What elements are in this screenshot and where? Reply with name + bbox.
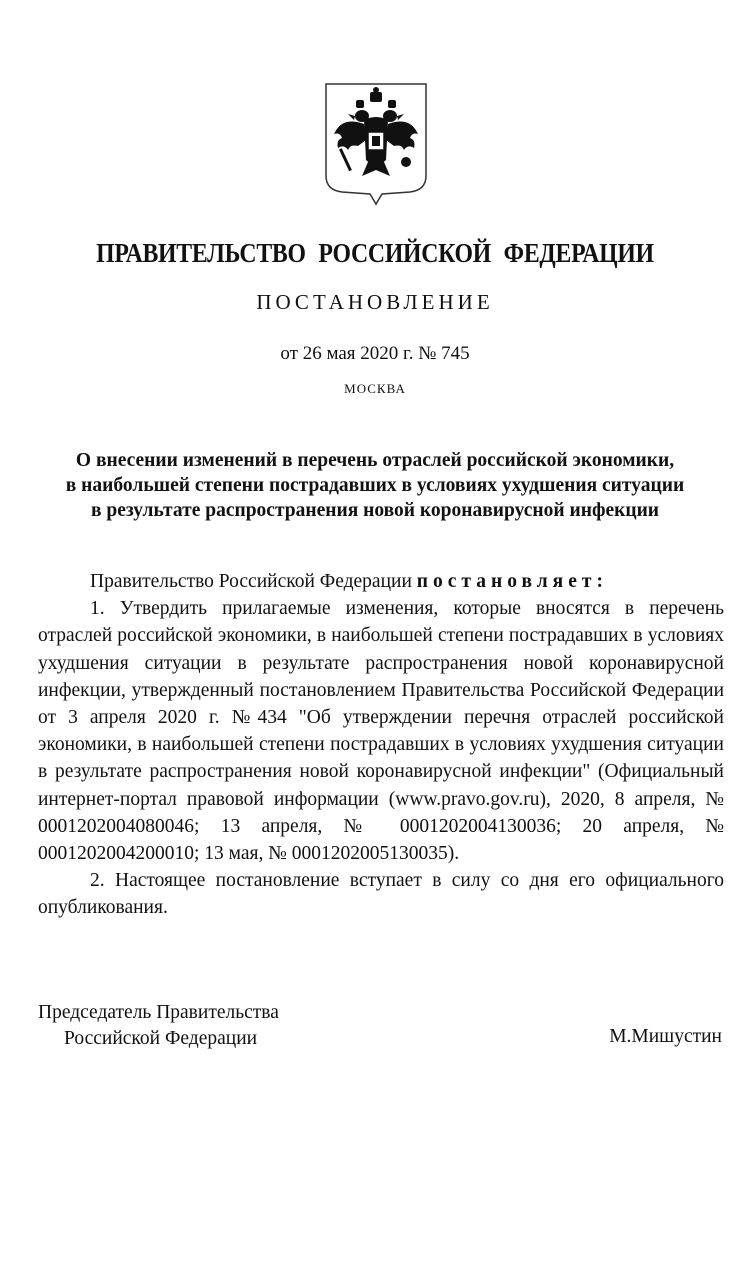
position-line-2: Российской Федерации	[64, 1028, 258, 1049]
document-city: МОСКВА	[344, 381, 406, 396]
signatory-position	[38, 1000, 279, 1052]
document-type: ПОСТАНОВЛЕНИЕ	[256, 290, 494, 314]
document-title	[20, 448, 730, 523]
clause-2: 2. Настоящее постановление вступает в силу со дня его официального опубликования.	[38, 870, 724, 919]
preamble	[38, 568, 724, 595]
document-date-number: от 26 мая 2020 г. № 745	[280, 343, 470, 364]
signatory-name: М.Мишустин	[609, 1026, 722, 1047]
preamble-text: Правительство Российской Федерации	[90, 571, 417, 592]
position-line-1: Председатель Правительства	[38, 1002, 279, 1023]
title-line: в результате распространения новой коронавирусной инфекции	[90, 500, 660, 521]
title-line: О внесении изменений в перечень отраслей российской экономики,	[75, 450, 675, 471]
title-line: в наибольшей степени пострадавших в условиях ухудшения ситуации	[65, 475, 685, 496]
document-body	[38, 568, 724, 922]
government-name: ПРАВИТЕЛЬСТВО РОССИЙСКОЙ ФЕДЕРАЦИИ	[96, 238, 654, 268]
russian-coat-of-arms-icon	[322, 80, 430, 210]
preamble-emphasis: постановляет:	[416, 571, 608, 592]
clause-1: 1. Утвердить прилагаемые изменения, которые вносятся в перечень отраслей российской экономики, в наибольшей степени пострадавших в условиях ухудшения ситуации в результате распространения новой коронавирусной инфекции, утвержденный постановлением Правительства Российской Федерации от 3 апреля 2020 г. №434 "Об утверждении перечня отраслей российской экономики, в наибольшей степени пострадавших в условиях ухудшения ситуации в результате распространения новой коронавирусной инфекции" (Официальный интернет-портал правовой информации (www.pravo.gov.ru), 2020, 8 апреля, № 0001202004080046; 13 апреля, № 0001202004130036; 20 апреля, № 0001202004200010; 13 мая, № 0001202005130035).	[38, 598, 724, 865]
